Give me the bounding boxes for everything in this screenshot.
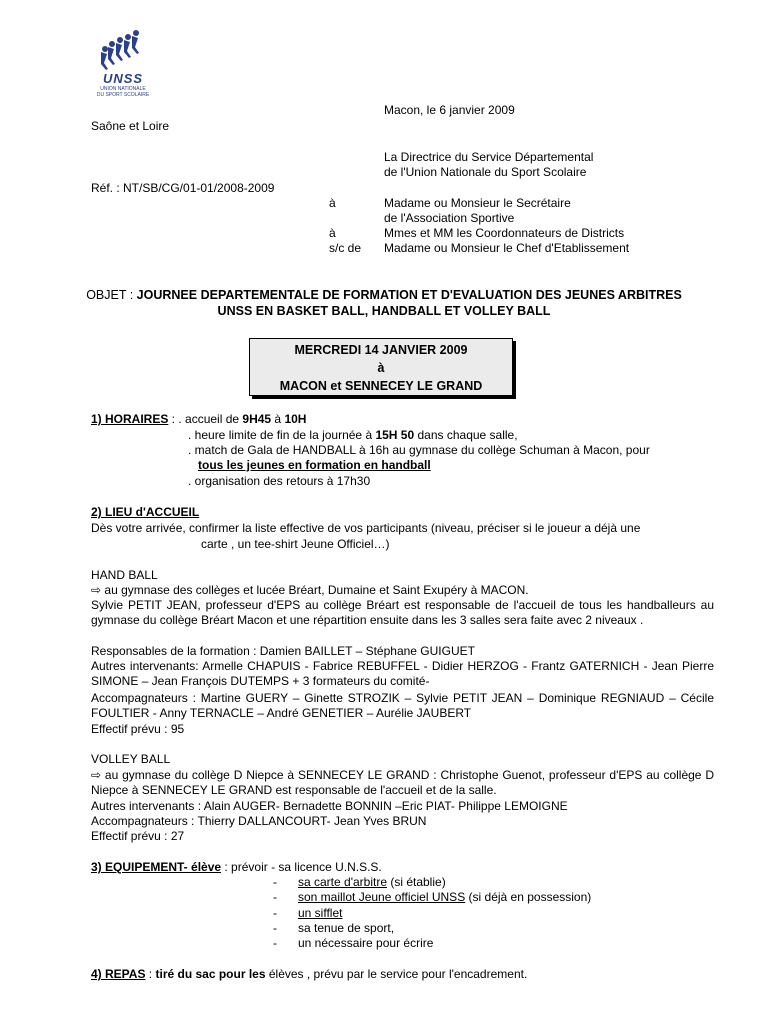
lieu-line2: carte , un tee-shirt Jeune Officiel…) (201, 537, 390, 551)
handball-title: HAND BALL (91, 568, 158, 582)
event-box (249, 338, 513, 396)
handball-para2: Autres intervenants: Armelle CHAPUIS - Fabrice REBUFFEL - Didier HERZOG - Frantz GATERNICH - Jean Pierre SIMONE – Jean François DUTEMPS + 3 formateurs du comité- (91, 659, 714, 688)
recipient-prefix: à (329, 196, 336, 210)
lieu-line1: Dès votre arrivée, confirmer la liste effective de vos participants (niveau, préciser si le joueur a déjà une (91, 521, 641, 535)
horaires-line2 (188, 428, 518, 443)
separator: : (145, 967, 156, 981)
arrow-icon: ⇨ (91, 768, 102, 782)
logo-wordmark: UNSS (102, 71, 144, 86)
horaires-line4: tous les jeunes en formation en handball (198, 458, 431, 472)
subject-title-2: UNSS EN BASKET BALL, HANDBALL ET VOLLEY BALL (217, 304, 551, 318)
handball-effectif: Effectif prévu : 95 (91, 722, 185, 736)
time: 10H (284, 412, 307, 426)
list-item: - sa tenue de sport, (273, 921, 395, 935)
text-bold: tiré du sac pour les (155, 967, 266, 981)
volley-para1 (91, 768, 714, 798)
sender-line2: de l'Union Nationale du Sport Scolaire (384, 165, 587, 179)
item-underlined: un sifflet (298, 906, 343, 920)
time: 9H45 (242, 412, 272, 426)
handball-para3: Accompagnateurs : Martine GUERY – Ginette STROZIK – Sylvie PETIT JEAN – Dominique REGNIAUD – Cécile FOULTIER - Anny TERNACLE – André GENETIER – Aurélie JAUBERT (91, 691, 714, 720)
horaires-line1 (91, 412, 306, 427)
list-item: - un sifflet (273, 906, 343, 920)
text: à (271, 412, 285, 426)
horaires-line5: . organisation des retours à 17h30 (188, 474, 371, 488)
time: 15H 50 (375, 428, 415, 442)
handball-responsables: Responsables de la formation : Damien BAILLET – Stéphane GUIGUET (91, 644, 475, 658)
item-text: (si déjà en possession) (465, 890, 592, 904)
equipement-line (91, 860, 382, 875)
text: dans chaque salle, (414, 428, 518, 442)
letter-date: Macon, le 6 janvier 2009 (384, 103, 515, 117)
separator: : (168, 412, 179, 426)
volley-accompagnateurs: Accompagnateurs : Thierry DALLANCOURT- Jean Yves BRUN (91, 814, 427, 828)
event-connector: à (377, 361, 385, 375)
text: . heure limite de fin de la journée à (188, 428, 376, 442)
volley-autres: Autres intervenants : Alain AUGER- Bernadette BONNIN –Eric PIAT- Philippe LEMOIGNE (91, 799, 568, 813)
department: Saône et Loire (91, 119, 170, 133)
runners-icon (92, 26, 154, 72)
horaires-line3: . match de Gala de HANDBALL à 16h au gymnase du collège Schuman à Macon, pour (188, 443, 650, 457)
logo-subtitle-line2: DU SPORT SCOLAIRE (96, 92, 150, 98)
item-text: (si établie) (387, 875, 446, 889)
handball-location (91, 583, 529, 598)
section-title-repas: 4) REPAS (91, 967, 146, 981)
logo-subtitle-line1: UNION NATIONALE (100, 86, 146, 92)
unss-logo (92, 26, 154, 104)
section-title-equipement: 3) EQUIPEMENT- élève (91, 860, 222, 874)
list-item: - son maillot Jeune officiel UNSS (si déjà en possession) (273, 890, 592, 904)
item-text: sa tenue de sport, (298, 921, 395, 935)
item-underlined: sa carte d'arbitre (298, 875, 387, 889)
text: au gymnase des collèges et lucée Bréart, Dumaine et Saint Exupéry à MACON. (101, 583, 529, 597)
subject-line1 (0, 287, 768, 303)
recipient-row (329, 211, 514, 226)
list-item: - sa carte d'arbitre (si établie) (273, 875, 446, 889)
section-title-horaires: 1) HORAIRES (91, 412, 169, 426)
subject-label: OBJET : (86, 288, 137, 302)
recipient-row (329, 226, 624, 241)
section-title-lieu: 2) LIEU d'ACCUEIL (91, 505, 200, 519)
subject-title-1: JOURNEE DEPARTEMENTALE DE FORMATION ET D'EVALUATION DES JEUNES ARBITRES (136, 288, 682, 302)
recipient-text: Madame ou Monsieur le Secrétaire (384, 196, 571, 210)
text: . accueil de (178, 412, 243, 426)
text: au gymnase du collège D Niepce à SENNECEY LE GRAND : Christophe Guenot, professeur d'EPS au collège D Niepce à SENNECEY LE GRAND est responsable de l'accueil et de la salle. (91, 768, 714, 797)
event-date: MERCREDI 14 JANVIER 2009 (294, 343, 468, 357)
recipient-text: de l'Association Sportive (384, 211, 515, 225)
event-places: MACON et SENNECEY LE GRAND (279, 379, 483, 393)
volley-effectif: Effectif prévu : 27 (91, 829, 185, 843)
recipient-text: Madame ou Monsieur le Chef d'Etablissement (384, 241, 630, 255)
item-underlined: son maillot Jeune officiel UNSS (298, 890, 466, 904)
list-item: - un nécessaire pour écrire (273, 936, 434, 950)
recipient-prefix: s/c de (329, 241, 362, 255)
item-text: un nécessaire pour écrire (298, 936, 434, 950)
recipient-prefix: à (329, 226, 336, 240)
text: élèves , prévu par le service pour l'encadrement. (265, 967, 528, 981)
arrow-icon: ⇨ (91, 583, 102, 597)
recipient-text: Mmes et MM les Coordonnateurs de Districts (384, 226, 625, 240)
recipient-row (329, 196, 571, 211)
text: : prévoir - sa licence U.N.S.S. (221, 860, 382, 874)
logo-subtitle (92, 86, 154, 98)
handball-para1: Sylvie PETIT JEAN, professeur d'EPS au collège Bréart est responsable de l'accueil de tous les handballeurs au gymnase du collège Bréart Macon et une répartition ensuite dans les 3 salles sera faite avec 2 niveaux . (91, 598, 714, 627)
recipient-row (329, 241, 629, 256)
volley-title: VOLLEY BALL (91, 752, 171, 766)
sender-line1: La Directrice du Service Départemental (384, 150, 594, 164)
repas-line (91, 967, 527, 982)
reference: Réf. : NT/SB/CG/01-01/2008-2009 (91, 181, 275, 195)
